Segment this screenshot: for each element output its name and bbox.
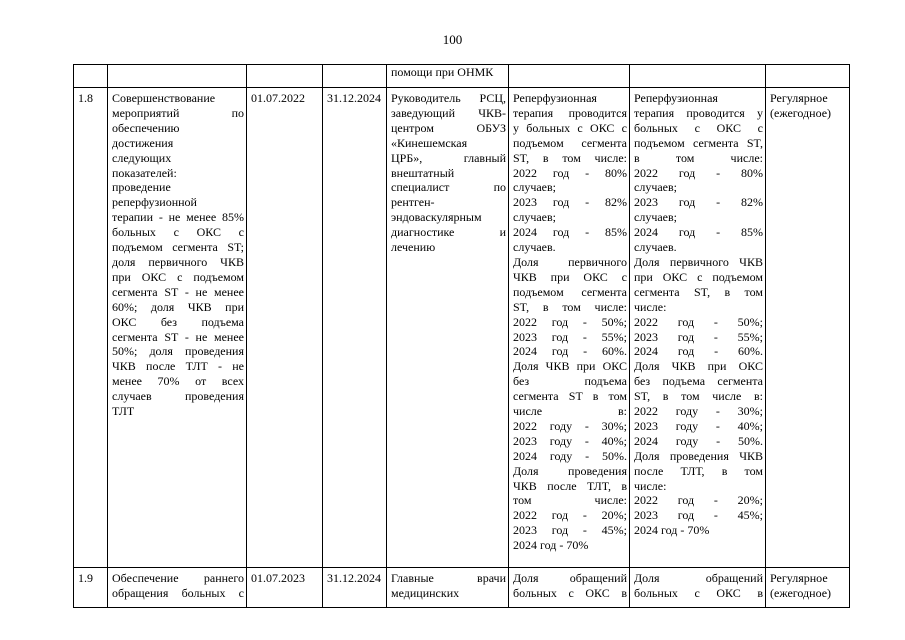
- cell-line: случаев;: [634, 210, 678, 225]
- cell-line: ЧКВ после ТЛТ - не: [112, 359, 244, 374]
- measures-table: [73, 64, 850, 608]
- cell-end-date: [323, 65, 387, 88]
- cell-line: 2023 год - 82%: [634, 195, 763, 210]
- cell-line: при ОКС с подъемом: [112, 269, 244, 284]
- cell-line: 2024 год - 60%.: [634, 344, 763, 359]
- cell-line: 2023 году - 40%;: [634, 418, 763, 433]
- cell-line: (ежегодное): [770, 105, 832, 120]
- cell-result: [509, 65, 630, 88]
- cell-line: диагностике и: [391, 225, 506, 240]
- cell-line: внештатный: [391, 165, 455, 180]
- table-row-carryover: [74, 65, 850, 88]
- cell-result: [509, 88, 630, 568]
- cell-periodicity: [766, 65, 850, 88]
- cell-periodicity: [766, 568, 850, 608]
- cell-line: (ежегодное): [770, 585, 832, 600]
- cell-line: реперфузионной: [112, 195, 197, 210]
- cell-responsible: [387, 568, 509, 608]
- cell-line: при ОКС с подъемом: [634, 269, 763, 284]
- cell-num: [74, 65, 108, 88]
- cell-start-date: [247, 65, 323, 88]
- cell-line: 2024 год - 60%.: [513, 344, 627, 359]
- cell-line: следующих: [112, 150, 172, 165]
- cell-line: сегмента ST - не менее: [112, 329, 244, 344]
- cell-line: 2023 год - 55%;: [634, 329, 763, 344]
- cell-line: заведующий ЧКВ-: [391, 105, 506, 120]
- cell-line: 2024 год - 70%: [634, 523, 710, 538]
- cell-line: проведение: [112, 180, 171, 195]
- cell-line: обращения больных с: [112, 585, 244, 600]
- cell-line: больных с ОКС в: [513, 585, 627, 600]
- table-row-1-9: [74, 568, 850, 608]
- cell-line: 2022 году - 30%;: [634, 404, 763, 419]
- cell-line: Доля обращений: [513, 571, 627, 585]
- cell-line: показателей:: [112, 165, 177, 180]
- cell-end-date: 31.12.2024: [323, 88, 387, 568]
- cell-responsible: [387, 88, 509, 568]
- cell-line: 2024 год - 85%: [634, 225, 763, 240]
- cell-line: больных с ОКС с: [112, 225, 244, 240]
- cell-line: Доля первичного ЧКВ: [634, 254, 763, 269]
- cell-line: сегмента ST, в том: [634, 284, 763, 299]
- cell-line: терапии - не менее 85%: [112, 210, 244, 225]
- cell-line: лечению: [391, 240, 436, 255]
- cell-line: Доля проведения: [513, 463, 627, 478]
- cell-line: 2023 год - 45%;: [634, 508, 763, 523]
- cell-line: Регулярное: [770, 571, 828, 585]
- cell-line: ЧКВ после ТЛТ, в: [513, 478, 627, 493]
- table-row-1-8: [74, 88, 850, 568]
- cell-line: ОКС без подъема: [112, 314, 244, 329]
- cell-line: Доля первичного: [513, 254, 627, 269]
- cell-line: мероприятий по: [112, 105, 244, 120]
- cell-line: случаев.: [513, 240, 556, 255]
- cell-line: 2022 году - 30%;: [513, 418, 627, 433]
- cell-line: подъемом сегмента ST,: [634, 135, 763, 150]
- cell-line: 2024 год - 85%: [513, 225, 627, 240]
- cell-line: 2022 год - 20%;: [513, 508, 627, 523]
- cell-line: Руководитель РСЦ,: [391, 91, 506, 105]
- cell-line: 2022 год - 50%;: [634, 314, 763, 329]
- cell-line: Главные врачи: [391, 571, 506, 585]
- cell-line: 2022 год - 50%;: [513, 314, 627, 329]
- cell-line: ST, в том числе:: [513, 299, 627, 314]
- cell-line: 2024 году - 50%.: [513, 448, 627, 463]
- cell-activity: [108, 65, 247, 88]
- cell-line: Доля ЧКВ при ОКС: [634, 359, 763, 374]
- cell-line: 2024 году - 50%.: [634, 433, 763, 448]
- cell-line: 2022 год - 80%: [513, 165, 627, 180]
- page-number: 100: [442, 32, 463, 47]
- cell-line: Регулярное: [770, 91, 828, 105]
- cell-line: 2023 году - 40%;: [513, 433, 627, 448]
- cell-line: 60%; доля ЧКВ при: [112, 299, 244, 314]
- cell-line: медицинских: [391, 585, 460, 600]
- cell-line: случаев проведения: [112, 389, 244, 404]
- cell-line: больных с ОКС в: [634, 585, 763, 600]
- cell-line: 2024 год - 70%: [513, 538, 589, 553]
- cell-line: случаев;: [513, 210, 557, 225]
- cell-line: Доля проведения ЧКВ: [634, 448, 763, 463]
- cell-line: подъемом сегмента: [513, 135, 627, 150]
- cell-num: 1.8: [74, 88, 108, 568]
- cell-activity: [108, 88, 247, 568]
- cell-periodicity: [766, 88, 850, 568]
- cell-line: 2023 год - 55%;: [513, 329, 627, 344]
- cell-line: доля первичного ЧКВ: [112, 254, 244, 269]
- cell-indicator: [630, 88, 766, 568]
- cell-line: менее 70% от всех: [112, 374, 244, 389]
- cell-line: «Кинешемская: [391, 135, 468, 150]
- cell-line: 50%; доля проведения: [112, 344, 244, 359]
- cell-line: Совершенствование: [112, 91, 216, 105]
- cell-line: терапия проводится: [513, 105, 627, 120]
- cell-line: 2023 год - 82%: [513, 195, 627, 210]
- cell-line: ЦРБ», главный: [391, 150, 506, 165]
- cell-indicator: [630, 65, 766, 88]
- cell-line: Реперфузионная: [513, 91, 597, 105]
- cell-line: том числе:: [513, 493, 627, 508]
- cell-line: числе:: [634, 299, 667, 314]
- cell-line: ЧКВ при ОКС с: [513, 269, 627, 284]
- cell-line: подъемом сегмента ST;: [112, 240, 244, 255]
- cell-end-date: 31.12.2024: [323, 568, 387, 608]
- cell-line: терапия проводится у: [634, 105, 763, 120]
- cell-line: 2022 год - 80%: [634, 165, 763, 180]
- cell-line: числе в:: [513, 404, 627, 419]
- cell-start-date: 01.07.2023: [247, 568, 323, 608]
- cell-line: сегмента ST в том: [513, 389, 627, 404]
- cell-line: в том числе:: [634, 150, 763, 165]
- cell-line: после ТЛТ, в том: [634, 463, 763, 478]
- cell-line: Обеспечение раннего: [112, 571, 244, 585]
- cell-line: без подъема: [513, 374, 627, 389]
- cell-line: подъемом сегмента: [513, 284, 627, 299]
- cell-line: Доля обращений: [634, 571, 763, 585]
- cell-line: ST, в том числе в:: [634, 389, 763, 404]
- cell-line: достижения: [112, 135, 174, 150]
- cell-line: обеспечению: [112, 120, 180, 135]
- cell-line: 2022 год - 20%;: [634, 493, 763, 508]
- cell-line: числе:: [634, 478, 667, 493]
- cell-line: Доля ЧКВ при ОКС: [513, 359, 627, 374]
- cell-line: рентген-: [391, 195, 435, 210]
- cell-line: больных с ОКС с: [634, 120, 763, 135]
- cell-indicator: [630, 568, 766, 608]
- cell-start-date: 01.07.2022: [247, 88, 323, 568]
- cell-line: специалист по: [391, 180, 506, 195]
- cell-line: случаев;: [513, 180, 557, 195]
- cell-line: сегмента ST - не менее: [112, 284, 244, 299]
- cell-line: у больных с ОКС с: [513, 120, 627, 135]
- cell-line: случаев;: [634, 180, 678, 195]
- cell-line: центром ОБУЗ: [391, 120, 506, 135]
- cell-responsible: помощи при ОНМК: [387, 65, 509, 88]
- cell-line: Реперфузионная: [634, 91, 718, 105]
- cell-line: эндоваскулярным: [391, 210, 482, 225]
- cell-result: [509, 568, 630, 608]
- cell-line: 2023 год - 45%;: [513, 523, 627, 538]
- cell-line: ST, в том числе:: [513, 150, 627, 165]
- cell-num: 1.9: [74, 568, 108, 608]
- cell-line: ТЛТ: [112, 404, 135, 419]
- cell-activity: [108, 568, 247, 608]
- cell-line: случаев.: [634, 240, 677, 255]
- cell-line: без подъема сегмента: [634, 374, 763, 389]
